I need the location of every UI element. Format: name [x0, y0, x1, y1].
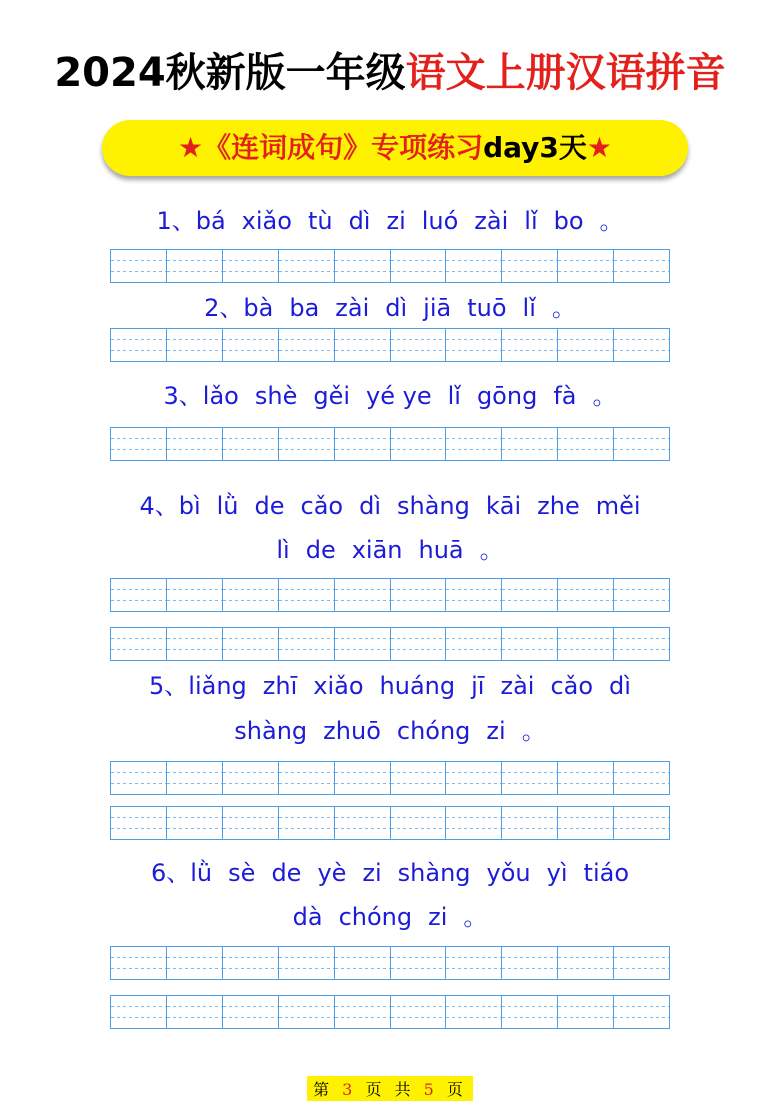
writing-cell[interactable]: [278, 249, 334, 283]
writing-cell[interactable]: [501, 627, 557, 661]
pinyin-line: [110, 666, 670, 706]
writing-cell[interactable]: [110, 578, 166, 612]
writing-cell[interactable]: [222, 249, 278, 283]
pinyin-syllable: zài: [500, 672, 535, 700]
pinyin-syllable: jiā: [423, 294, 452, 322]
writing-cell[interactable]: [166, 627, 222, 661]
pinyin-syllable: dì: [359, 492, 381, 520]
writing-cell[interactable]: [110, 946, 166, 980]
writing-grid[interactable]: [110, 946, 670, 980]
writing-cell[interactable]: [222, 995, 278, 1029]
pinyin-syllable: xiān: [351, 536, 403, 564]
writing-cell[interactable]: [390, 427, 446, 461]
writing-grid[interactable]: [110, 427, 670, 461]
writing-cell[interactable]: [334, 427, 390, 461]
pinyin-syllable: ba: [289, 294, 320, 322]
writing-grid[interactable]: [110, 627, 670, 661]
writing-cell[interactable]: [222, 578, 278, 612]
pinyin-syllable: de: [254, 492, 285, 520]
pinyin-syllable: 1、bá: [156, 207, 226, 235]
writing-cell[interactable]: [278, 761, 334, 795]
pinyin-syllable: huā: [418, 536, 464, 564]
writing-cell[interactable]: [110, 249, 166, 283]
pinyin-syllable: zi: [486, 717, 506, 745]
writing-cell[interactable]: [445, 806, 501, 840]
star-left-icon: ★: [177, 131, 204, 164]
pinyin-syllable: tù: [307, 207, 333, 235]
pinyin-syllable: chóng: [396, 717, 471, 745]
footer-pre: 第: [313, 1080, 334, 1099]
writing-grid[interactable]: [110, 806, 670, 840]
writing-cell[interactable]: [166, 946, 222, 980]
writing-cell[interactable]: [110, 761, 166, 795]
pinyin-syllable: shè: [254, 382, 298, 410]
pinyin-syllable: dì: [348, 207, 371, 235]
writing-cell[interactable]: [613, 427, 670, 461]
writing-cell[interactable]: [334, 995, 390, 1029]
pinyin-syllable: shàng: [234, 717, 308, 745]
writing-cell[interactable]: [278, 946, 334, 980]
pinyin-syllable: shàng: [397, 859, 471, 887]
pinyin-syllable: cǎo: [300, 492, 344, 520]
pinyin-syllable: 。: [521, 717, 546, 745]
writing-cell[interactable]: [278, 627, 334, 661]
writing-cell[interactable]: [334, 328, 390, 362]
writing-cell[interactable]: [557, 627, 613, 661]
writing-cell[interactable]: [613, 761, 670, 795]
writing-cell[interactable]: [278, 806, 334, 840]
pinyin-syllable: huáng: [379, 672, 456, 700]
writing-cell[interactable]: [445, 578, 501, 612]
pinyin-syllable: 2、bà: [204, 294, 274, 322]
page-footer: [0, 1076, 780, 1101]
pinyin-syllable: lǐ: [522, 294, 536, 322]
writing-cell[interactable]: [613, 578, 670, 612]
writing-cell[interactable]: [110, 995, 166, 1029]
writing-cell[interactable]: [278, 578, 334, 612]
writing-cell[interactable]: [166, 806, 222, 840]
pinyin-syllable: 4、bì: [139, 492, 201, 520]
pinyin-syllable: 。: [551, 294, 576, 322]
pinyin-line: [110, 288, 670, 328]
pinyin-syllable: chóng: [338, 903, 413, 931]
writing-cell[interactable]: [166, 995, 222, 1029]
pinyin-syllable: dì: [385, 294, 408, 322]
writing-grid[interactable]: [110, 578, 670, 612]
pinyin-syllable: 3、lǎo: [163, 382, 239, 410]
writing-cell[interactable]: [445, 249, 501, 283]
pinyin-syllable: zi: [386, 207, 406, 235]
pinyin-syllable: yǒu: [486, 859, 531, 887]
pinyin-syllable: tuō: [467, 294, 507, 322]
writing-grid[interactable]: [110, 249, 670, 283]
writing-cell[interactable]: [110, 627, 166, 661]
footer-post: 页: [446, 1080, 467, 1099]
writing-cell[interactable]: [501, 328, 557, 362]
writing-cell[interactable]: [390, 761, 446, 795]
writing-cell[interactable]: [390, 946, 446, 980]
pinyin-syllable: xiǎo: [241, 207, 292, 235]
pinyin-syllable: bo: [553, 207, 584, 235]
pinyin-line: [110, 486, 670, 526]
pinyin-syllable: zi: [362, 859, 382, 887]
writing-cell[interactable]: [613, 806, 670, 840]
title-black: 2024秋新版一年级: [54, 50, 406, 96]
pinyin-syllable: de: [305, 536, 336, 564]
writing-cell[interactable]: [501, 806, 557, 840]
writing-cell[interactable]: [557, 806, 613, 840]
writing-cell[interactable]: [278, 995, 334, 1029]
writing-cell[interactable]: [557, 946, 613, 980]
pinyin-line: [110, 897, 670, 937]
pinyin-syllable: 5、liǎng: [149, 672, 247, 700]
pinyin-syllable: dì: [609, 672, 631, 700]
writing-cell[interactable]: [110, 427, 166, 461]
page-indicator: [307, 1076, 473, 1101]
writing-cell[interactable]: [334, 806, 390, 840]
writing-cell[interactable]: [557, 249, 613, 283]
pinyin-syllable: lǜ: [216, 492, 239, 520]
title-red: 语文上册汉语拼音: [405, 50, 726, 96]
pinyin-syllable: lǐ: [524, 207, 538, 235]
pinyin-syllable: 6、lǜ: [151, 859, 213, 887]
writing-cell[interactable]: [613, 995, 670, 1029]
writing-cell[interactable]: [557, 328, 613, 362]
pinyin-syllable: yé ye: [366, 382, 432, 410]
pinyin-syllable: zhuō: [323, 717, 381, 745]
subtitle-banner: [102, 120, 688, 176]
pinyin-syllable: gěi: [313, 382, 351, 410]
footer-mid: 页 共: [365, 1080, 415, 1099]
footer-page-number: 3: [342, 1080, 357, 1099]
pinyin-syllable: zài: [335, 294, 370, 322]
writing-grid[interactable]: [110, 995, 670, 1029]
pinyin-syllable: yè: [317, 859, 347, 887]
pinyin-syllable: 。: [463, 903, 488, 931]
pinyin-syllable: 。: [592, 382, 617, 410]
writing-cell[interactable]: [390, 995, 446, 1029]
pinyin-syllable: cǎo: [550, 672, 594, 700]
pinyin-syllable: 。: [599, 207, 624, 235]
pinyin-syllable: luó: [421, 207, 459, 235]
pinyin-syllable: yì: [546, 859, 568, 887]
pinyin-syllable: de: [271, 859, 302, 887]
pinyin-line: [110, 853, 670, 893]
pinyin-syllable: sè: [228, 859, 256, 887]
writing-cell[interactable]: [613, 946, 670, 980]
writing-cell[interactable]: [222, 427, 278, 461]
pinyin-line: [110, 201, 670, 241]
pinyin-syllable: zài: [474, 207, 509, 235]
pinyin-syllable: fà: [553, 382, 577, 410]
pinyin-line: [110, 376, 670, 416]
writing-cell[interactable]: [445, 761, 501, 795]
pinyin-syllable: dà: [292, 903, 323, 931]
writing-cell[interactable]: [222, 761, 278, 795]
pinyin-syllable: lǐ: [447, 382, 461, 410]
writing-cell[interactable]: [110, 328, 166, 362]
writing-cell[interactable]: [390, 328, 446, 362]
writing-grid[interactable]: [110, 761, 670, 795]
pinyin-syllable: zhī: [262, 672, 298, 700]
star-right-icon: ★: [586, 131, 613, 164]
pinyin-syllable: kāi: [485, 492, 522, 520]
pinyin-syllable: xiǎo: [313, 672, 364, 700]
writing-grid[interactable]: [110, 328, 670, 362]
writing-cell[interactable]: [501, 427, 557, 461]
writing-cell[interactable]: [445, 995, 501, 1029]
writing-cell[interactable]: [557, 427, 613, 461]
pinyin-syllable: 。: [479, 536, 504, 564]
pinyin-line: [110, 711, 670, 751]
writing-cell[interactable]: [613, 249, 670, 283]
pinyin-syllable: tiáo: [583, 859, 629, 887]
writing-cell[interactable]: [222, 627, 278, 661]
writing-cell[interactable]: [278, 328, 334, 362]
pinyin-syllable: jī: [471, 672, 485, 700]
writing-cell[interactable]: [613, 627, 670, 661]
writing-cell[interactable]: [222, 946, 278, 980]
banner-red-text: 《连词成句》专项练习: [203, 131, 484, 164]
writing-cell[interactable]: [501, 946, 557, 980]
writing-cell[interactable]: [390, 249, 446, 283]
writing-cell[interactable]: [166, 427, 222, 461]
banner-black-text: day3天: [483, 131, 587, 164]
writing-cell[interactable]: [390, 578, 446, 612]
writing-cell[interactable]: [445, 328, 501, 362]
writing-cell[interactable]: [110, 806, 166, 840]
writing-cell[interactable]: [222, 328, 278, 362]
writing-cell[interactable]: [445, 627, 501, 661]
writing-cell[interactable]: [501, 995, 557, 1029]
writing-cell[interactable]: [557, 761, 613, 795]
writing-cell[interactable]: [557, 578, 613, 612]
writing-cell[interactable]: [166, 328, 222, 362]
pinyin-syllable: zi: [428, 903, 448, 931]
writing-cell[interactable]: [278, 427, 334, 461]
writing-cell[interactable]: [166, 761, 222, 795]
pinyin-syllable: gōng: [476, 382, 538, 410]
writing-cell[interactable]: [501, 761, 557, 795]
pinyin-line: [110, 530, 670, 570]
writing-cell[interactable]: [613, 328, 670, 362]
writing-cell[interactable]: [166, 578, 222, 612]
writing-cell[interactable]: [390, 627, 446, 661]
pinyin-syllable: lì: [276, 536, 290, 564]
writing-cell[interactable]: [445, 946, 501, 980]
writing-cell[interactable]: [334, 249, 390, 283]
writing-cell[interactable]: [501, 249, 557, 283]
writing-cell[interactable]: [334, 578, 390, 612]
writing-cell[interactable]: [390, 806, 446, 840]
writing-cell[interactable]: [445, 427, 501, 461]
writing-cell[interactable]: [334, 946, 390, 980]
writing-cell[interactable]: [557, 995, 613, 1029]
writing-cell[interactable]: [222, 806, 278, 840]
pinyin-syllable: zhe: [537, 492, 580, 520]
pinyin-syllable: shàng: [397, 492, 470, 520]
page-title: [0, 44, 780, 102]
writing-cell[interactable]: [334, 761, 390, 795]
writing-cell[interactable]: [501, 578, 557, 612]
writing-cell[interactable]: [166, 249, 222, 283]
footer-total-pages: 5: [423, 1080, 438, 1099]
writing-cell[interactable]: [334, 627, 390, 661]
pinyin-syllable: měi: [595, 492, 641, 520]
